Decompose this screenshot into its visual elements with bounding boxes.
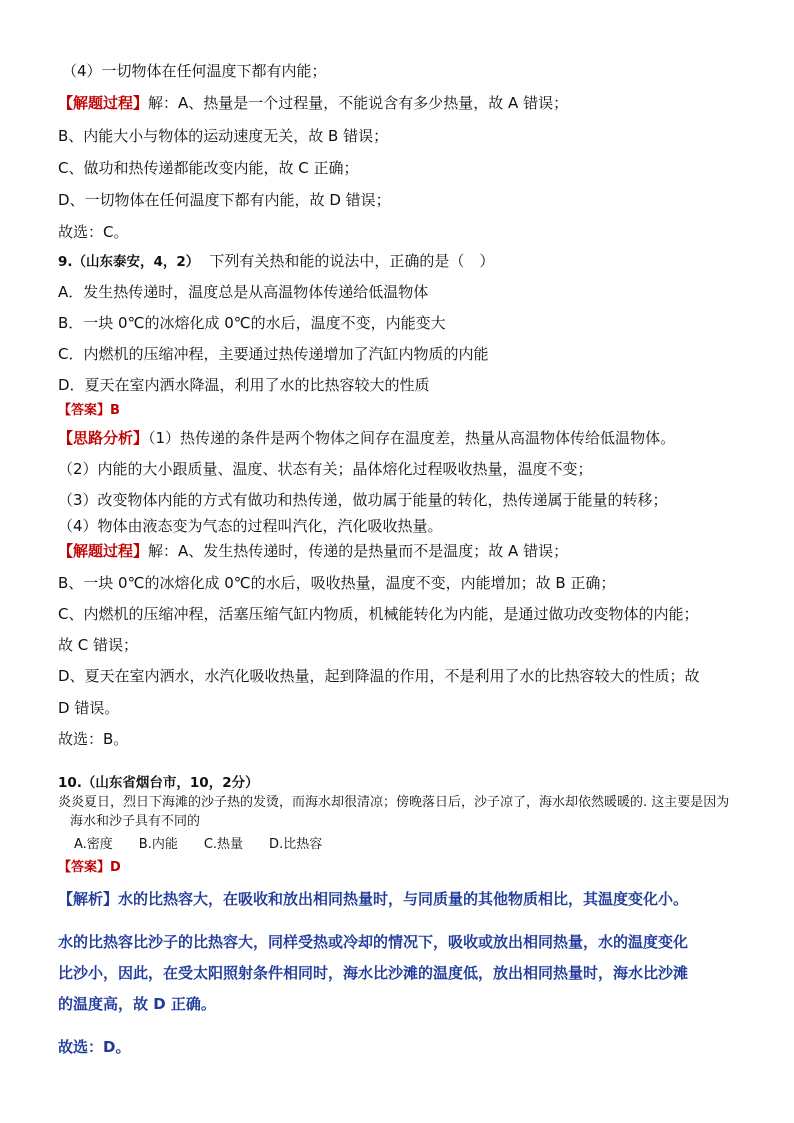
question-9-header: 9.（山东泰安，4，2）	[58, 254, 200, 270]
process-line-d1: D、夏天在室内洒水，水汽化吸收热量，起到降温的作用，不是利用了水的比热容较大的性质；故	[58, 667, 700, 685]
parse-line-1	[58, 889, 688, 909]
process-tag: 【解题过程】	[58, 542, 149, 560]
question-9-answer	[58, 401, 120, 421]
answer-tag: 【答案】	[58, 860, 111, 875]
process-tag: 【解题过程】	[58, 94, 149, 112]
question-9-option-d: D．夏天在室内洒水降温，利用了水的比热容较大的性质	[58, 376, 430, 394]
analysis-line-1	[58, 428, 675, 448]
analysis-line-4: （4）物体由液态变为气态的过程叫汽化，汽化吸收热量。	[58, 517, 443, 535]
analysis-tag: 【思路分析】	[58, 429, 149, 447]
process-line-c2: 故 C 错误；	[58, 636, 139, 654]
process-line-a	[58, 541, 568, 561]
question-10-answer	[58, 858, 121, 878]
analysis-line-2: （2）内能的大小跟质量、温度、状态有关；晶体熔化过程吸收热量，温度不变；	[58, 460, 593, 478]
analysis-text-1: （1）热传递的条件是两个物体之间存在温度差，热量从高温物体传给低温物体。	[148, 429, 676, 447]
question-9-option-a: A．发生热传递时，温度总是从高温物体传递给低温物体	[58, 283, 429, 301]
line-a5: D、一切物体在任何温度下都有内能，故 D 错误；	[58, 191, 391, 209]
process-text-a: 解：A、发生热传递时，传递的是热量而不是温度；故 A 错误；	[148, 542, 569, 560]
parse-text-1: 水的比热容大，在吸收和放出相同热量时，与同质量的其他物质相比，其温度变化小。	[118, 890, 689, 908]
question-10-choose: 故选：D。	[58, 1038, 131, 1056]
line-a6: 故选：C。	[58, 223, 129, 241]
process-line-b: B、一块 0℃的冰熔化成 0℃的水后，吸收热量，温度不变，内能增加；故 B 正确；	[58, 574, 616, 592]
answer-tag: 【答案】	[58, 403, 111, 418]
parse-line-4: 的温度高，故 D 正确。	[58, 995, 216, 1013]
question-9-stem: 下列有关热和能的说法中，正确的是（ ）	[209, 252, 495, 270]
parse-tag: 【解析】	[58, 890, 119, 908]
line-a1: （4）一切物体在任何温度下都有内能；	[62, 62, 327, 80]
question-10-header: 10.（山东省烟台市，10，2分）	[58, 775, 259, 791]
process-text: 解：A、热量是一个过程量，不能说含有多少热量，故 A 错误；	[148, 94, 569, 112]
question-9-choose: 故选：B。	[58, 730, 129, 748]
answer-value: D	[110, 860, 121, 875]
line-a2	[58, 93, 568, 113]
process-line-d2: D 错误。	[58, 699, 120, 717]
question-9-header-line	[58, 251, 494, 272]
parse-line-2: 水的比热容比沙子的比热容大，同样受热或冷却的情况下，吸收或放出相同热量，水的温度变化	[58, 933, 689, 951]
process-line-c1: C、内燃机的压缩冲程，活塞压缩气缸内物质，机械能转化为内能，是通过做功改变物体的内能；	[58, 605, 699, 623]
question-10-options: A.密度 B.内能 C.热量 D.比热容	[74, 837, 323, 852]
line-a4: C、做功和热传递都能改变内能，故 C 正确；	[58, 159, 359, 177]
question-9-option-b: B．一块 0℃的冰熔化成 0℃的水后，温度不变，内能变大	[58, 314, 446, 332]
question-10-stem-1: 炎炎夏日，烈日下海滩的沙子热的发烫，而海水却很清凉；傍晚落日后，沙子凉了，海水却依然暖暖的. 这主要是因为	[58, 795, 730, 810]
question-10-stem-2: 海水和沙子具有不同的	[70, 814, 201, 829]
answer-value: B	[110, 403, 120, 418]
line-a3: B、内能大小与物体的运动速度无关，故 B 错误；	[58, 127, 389, 145]
analysis-line-3: （3）改变物体内能的方式有做功和热传递，做功属于能量的转化，热传递属于能量的转移；	[58, 491, 668, 509]
parse-line-3: 比沙小，因此，在受太阳照射条件相同时，海水比沙滩的温度低，放出相同热量时，海水比沙滩	[58, 964, 689, 982]
question-9-option-c: C．内燃机的压缩冲程，主要通过热传递增加了汽缸内物质的内能	[58, 345, 489, 363]
